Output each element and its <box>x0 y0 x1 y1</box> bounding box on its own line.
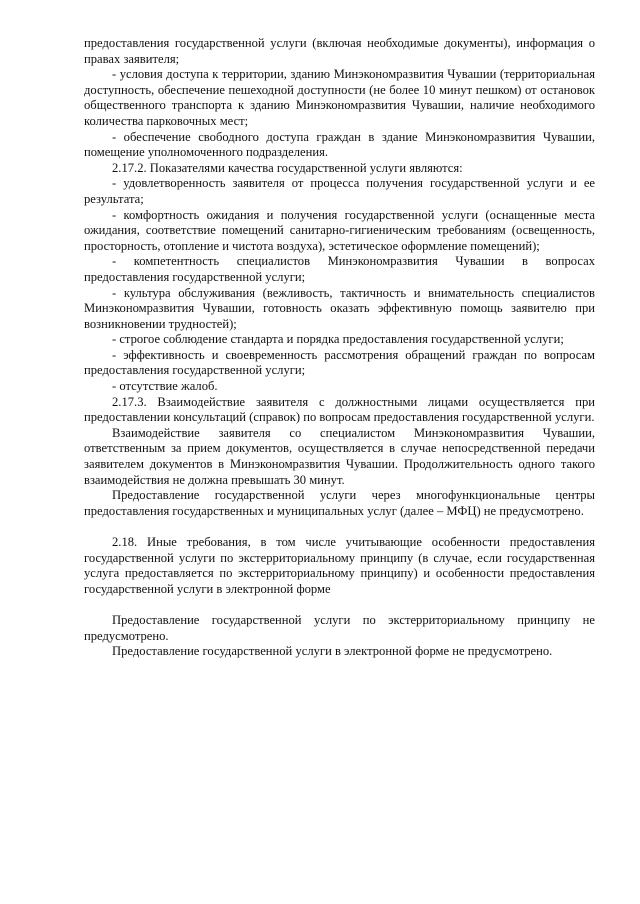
blank-line <box>84 519 595 535</box>
paragraph-rights-info: предоставления государственной услуги (включая необходимые документы), информация о правах заявителя; <box>84 36 595 66</box>
paragraph-extraterritorial: Предоставление государственной услуги по экстерриториальному принципу не предусмотрено. <box>84 612 595 643</box>
paragraph-standard-compliance: - строгое соблюдение стандарта и порядка предоставления государственной услуги; <box>112 332 564 347</box>
paragraph-access-conditions: - условия доступа к территории, зданию Минэкономразвития Чувашии (территориальная доступность, обеспечение пешеходной доступности (не более 10 минут пешком) от остановок общественного транспорта к зданию Минэкономразвития Чувашии, наличие необходимого количества парковочных мест; <box>84 67 595 128</box>
paragraph-mfc: Предоставление государственной услуги через многофункциональные центры предоставления государственных и муниципальных услуг (далее – МФЦ) не предусмотрено. <box>84 488 595 518</box>
paragraph-comfort: - комфортность ожидания и получения государственной услуги (оснащенные места ожидания, соответствие помещений санитарно-гигиеническим требованиям (освещенность, просторность, отопление и чистота воздуха), эстетическое оформление помещений); <box>84 207 595 253</box>
paragraph-2-17-3: 2.17.3. Взаимодействие заявителя с должностными лицами осуществляется при предоставлении консультаций (справок) по вопросам предоставления государственной услуги. <box>84 394 595 425</box>
paragraph-competence: - компетентность специалистов Минэкономразвития Чувашии в вопросах предоставления государственной услуги; <box>84 254 595 284</box>
paragraph-interaction: Взаимодействие заявителя со специалистом Минэкономразвития Чувашии, ответственным за прием документов, осуществляется в случае непосредственной передачи заявителем документов в Минэкономразвития Чувашии. Продолжительность одного такого взаимодействия не должна превышать 30 минут. <box>84 425 595 487</box>
paragraph-free-access: - обеспечение свободного доступа граждан в здание Минэкономразвития Чувашии, помещение уполномоченного подразделения. <box>84 129 595 160</box>
blank-line <box>84 597 595 613</box>
paragraph-2-17-2: 2.17.2. Показателями качества государственной услуги являются: <box>112 160 463 175</box>
paragraph-service-culture: - культура обслуживания (вежливость, тактичность и внимательность специалистов Минэкономразвития Чувашии, готовность оказать эффективную помощь заявителю при возникновении трудностей); <box>84 285 595 331</box>
paragraph-electronic-form: Предоставление государственной услуги в электронной форме не предусмотрено. <box>112 644 553 659</box>
paragraph-no-complaints: - отсутствие жалоб. <box>112 379 218 394</box>
paragraph-efficiency: - эффективность и своевременность рассмотрения обращений граждан по вопросам предоставления государственной услуги; <box>84 347 595 378</box>
paragraph-satisfaction: - удовлетворенность заявителя от процесса получения государственной услуги и ее результата; <box>84 176 595 206</box>
paragraph-2-18-heading: 2.18. Иные требования, в том числе учитывающие особенности предоставления государственной услуги по экстерриториальному принципу (в случае, если государственная услуга предоставляется по экстерриториальному принципу) и особенности предоставления государственной услуги в электронной форме <box>84 535 595 596</box>
document-page <box>84 36 595 660</box>
